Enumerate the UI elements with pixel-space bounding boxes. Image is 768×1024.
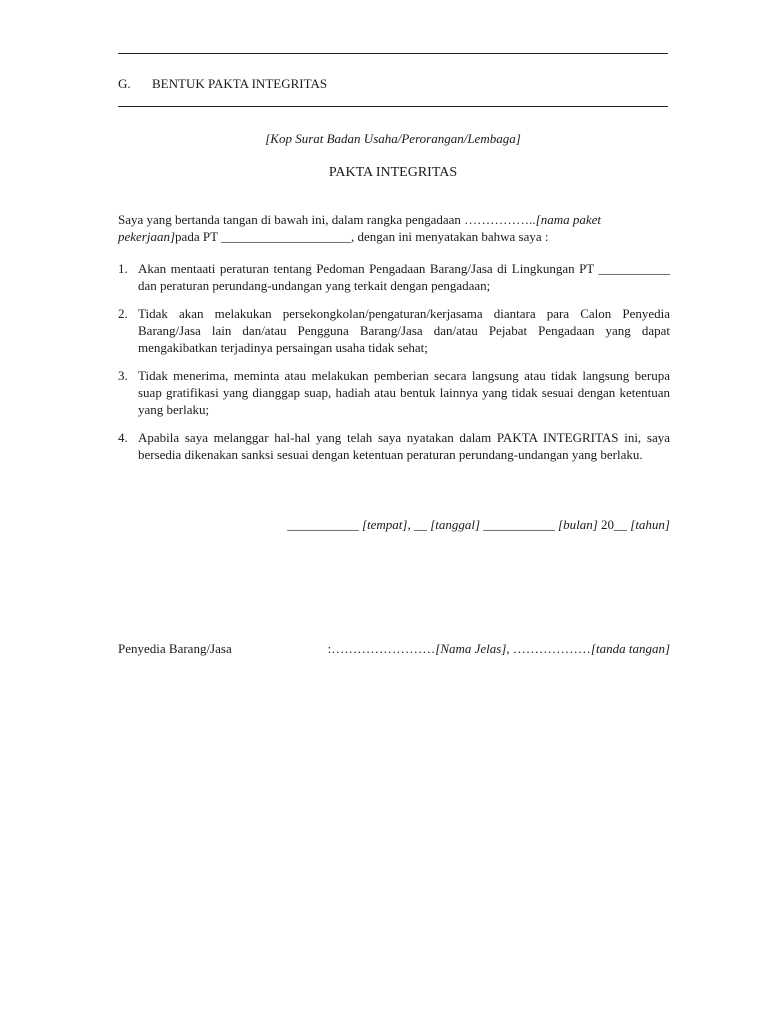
signer-fields: [328, 641, 670, 657]
list-item-number: 3.: [118, 368, 128, 383]
intro-text-1: Saya yang bertanda tangan di bawah ini, dalam rangka pengadaan ……………..: [118, 212, 536, 227]
section-letter: G.: [118, 76, 131, 91]
date-separator: , __: [407, 517, 431, 532]
placeholder-tanda-tangan: [tanda tangan]: [590, 641, 670, 656]
date-place-line: [287, 517, 670, 533]
intro-text-2: pada PT ____________________, dengan ini menyatakan bahwa saya :: [175, 229, 549, 244]
placeholder-tempat: [tempat]: [361, 517, 408, 532]
signer-dots: , ………………: [506, 641, 591, 656]
intro-placeholder-paket: [nama paket pekerjaan]: [118, 212, 602, 244]
date-blank: ___________: [287, 517, 362, 532]
placeholder-tahun: [tahun]: [630, 517, 670, 532]
heading-rule: [118, 106, 668, 107]
list-item: [118, 260, 670, 294]
list-item: [118, 305, 670, 356]
list-item-number: 2.: [118, 306, 128, 321]
signer-dots: :……………………: [327, 641, 436, 656]
list-item-text: Apabila saya melanggar hal-hal yang telah saya nyatakan dalam PAKTA INTEGRITAS ini, saya bersedia dikenakan sanksi sesuai dengan ketentuan peraturan perundang-undangan yang berlaku.: [138, 430, 670, 462]
section-heading: [118, 76, 327, 92]
list-item-text: Tidak menerima, meminta atau melakukan pemberian secara langsung atau tidak langsung berupa suap gratifikasi yang dianggap suap, hadiah atau bentuk lainnya yang tidak sesuai dengan ketentuan yang berlaku;: [138, 368, 670, 417]
intro-paragraph: [118, 211, 670, 245]
list-item-text: Akan mentaati peraturan tentang Pedoman Pengadaan Barang/Jasa di Lingkungan PT ___________ dan peraturan perundang-undangan yang terkait dengan pengadaan;: [138, 261, 670, 293]
list-item-text: Tidak akan melakukan persekongkolan/pengaturan/kerjasama diantara para Calon Penyedia Barang/Jasa lain dan/atau Pengguna Barang/Jasa dan/atau Pejabat Pengadaan yang dapat mengakibatkan terjadinya persaingan usaha tidak sehat;: [138, 306, 670, 355]
statement-list: [118, 260, 670, 474]
list-item-number: 1.: [118, 261, 128, 276]
placeholder-nama-jelas: [Nama Jelas]: [435, 641, 507, 656]
list-item-number: 4.: [118, 430, 128, 445]
section-title: BENTUK PAKTA INTEGRITAS: [152, 76, 328, 91]
placeholder-bulan: [bulan]: [558, 517, 598, 532]
date-separator: 20__: [597, 517, 631, 532]
top-rule: [118, 53, 668, 54]
list-item: [118, 429, 670, 463]
signer-label: Penyedia Barang/Jasa: [118, 641, 232, 656]
letterhead-placeholder: [Kop Surat Badan Usaha/Perorangan/Lembaga]: [265, 131, 521, 146]
list-item: [118, 367, 670, 418]
placeholder-tanggal: [tanggal]: [430, 517, 481, 532]
document-title: PAKTA INTEGRITAS: [328, 165, 458, 180]
date-separator: ___________: [480, 517, 559, 532]
